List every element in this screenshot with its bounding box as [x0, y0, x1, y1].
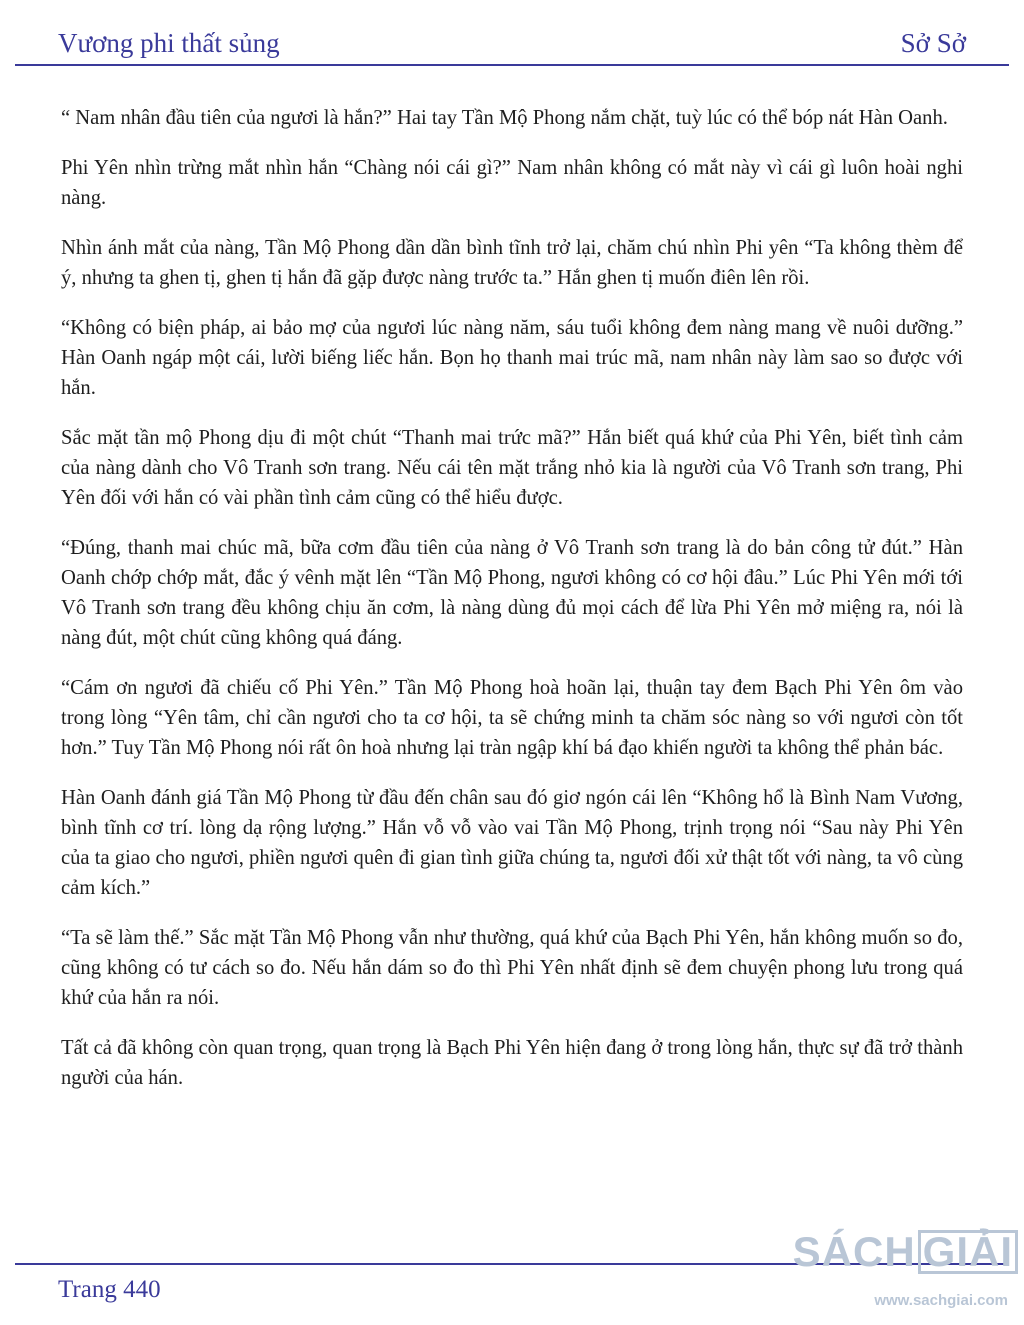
paragraph: Nhìn ánh mắt của nàng, Tần Mộ Phong dần dần bình tĩnh trở lại, chăm chú nhìn Phi yên “Ta không thèm để ý, nhưng ta ghen tị, ghen tị hắn đã gặp được nàng trước ta.” Hắn ghen tị muốn điên lên rồi. [61, 237, 963, 289]
watermark [792, 1228, 1018, 1318]
watermark-logo [793, 1228, 1018, 1276]
paragraph: Hàn Oanh đánh giá Tần Mộ Phong từ đầu đến chân sau đó giơ ngón cái lên “Không hổ là Bình Nam Vương, bình tĩnh cơ trí. lòng dạ rộng lượng.” Hắn vỗ vỗ vào vai Tần Mộ Phong, trịnh trọng nói “Sau này Phi Yên của ta giao cho ngươi, phiền ngươi quên đi gian tình giữa chúng ta, ngươi đối xử thật tốt với nàng, ta vô cùng cảm kích.” [61, 787, 963, 899]
paragraph: “Ta sẽ làm thế.” Sắc mặt Tần Mộ Phong vẫn như thường, quá khứ của Bạch Phi Yên, hắn không muốn so đo, cũng không có tư cách so đo. Nếu hắn dám so đo thì Phi Yên nhất định sẽ đem chuyện phong lưu trong quá khứ của hắn ra nói. [61, 927, 963, 1009]
paragraph: “Đúng, thanh mai chúc mã, bữa cơm đầu tiên của nàng ở Vô Tranh sơn trang là do bản công tử đút.” Hàn Oanh chớp chớp mắt, đắc ý vênh mặt lên “Tần Mộ Phong, ngươi không có cơ hội đâu.” Lúc Phi Yên mới tới Vô Tranh sơn trang đều không chịu ăn cơm, là nàng dùng đủ mọi cách để lừa Phi Yên mở miệng ra, nói là nàng đút, một chút cũng không quá đáng. [61, 537, 963, 649]
page-number: Trang 440 [58, 1276, 161, 1303]
paragraph: Tất cả đã không còn quan trọng, quan trọng là Bạch Phi Yên hiện đang ở trong lòng hắn, thực sự đã trở thành người của hán. [61, 1037, 963, 1089]
paragraph: “ Nam nhân đầu tiên của ngươi là hắn?” Hai tay Tần Mộ Phong nắm chặt, tuỳ lúc có thể bóp nát Hàn Oanh. [61, 107, 948, 129]
page-header [58, 28, 966, 62]
author-name: Sở Sở [900, 28, 966, 58]
page-body [61, 103, 963, 1113]
paragraph: “Cám ơn ngươi đã chiếu cố Phi Yên.” Tần Mộ Phong hoà hoãn lại, thuận tay đem Bạch Phi Yên ôm vào trong lòng “Yên tâm, chỉ cần ngươi cho ta cơ hội, ta sẽ chứng minh ta chăm sóc nàng so với ngươi còn tốt hơn.” Tuy Tần Mộ Phong nói rất ôn hoà nhưng lại tràn ngập khí bá đạo khiến người ta không thể phản bác. [61, 677, 963, 759]
book-title: Vương phi thất sủng [58, 28, 280, 58]
paragraph: Phi Yên nhìn trừng mắt nhìn hắn “Chàng nói cái gì?” Nam nhân không có mắt này vì cái gì luôn hoài nghi nàng. [61, 157, 963, 209]
watermark-url: www.sachgiai.com [874, 1292, 1008, 1309]
header-divider [15, 64, 1009, 66]
watermark-logo-box: GIẢI [918, 1230, 1018, 1274]
paragraph: Sắc mặt tần mộ Phong dịu đi một chút “Thanh mai trức mã?” Hắn biết quá khứ của Phi Yên, biết tình cảm của nàng dành cho Vô Tranh sơn trang. Nếu cái tên mặt trắng nhỏ kia là người của Vô Tranh sơn trang, Phi Yên đối với hắn có vài phần tình cảm cũng có thể hiểu được. [61, 427, 963, 509]
watermark-logo-text: SÁCH [792, 1228, 916, 1275]
paragraph: “Không có biện pháp, ai bảo mợ của ngươi lúc nàng năm, sáu tuổi không đem nàng mang về nuôi dưỡng.” Hàn Oanh ngáp một cái, lười biếng liếc hắn. Bọn họ thanh mai trúc mã, nam nhân này làm sao so được với hắn. [61, 317, 963, 399]
